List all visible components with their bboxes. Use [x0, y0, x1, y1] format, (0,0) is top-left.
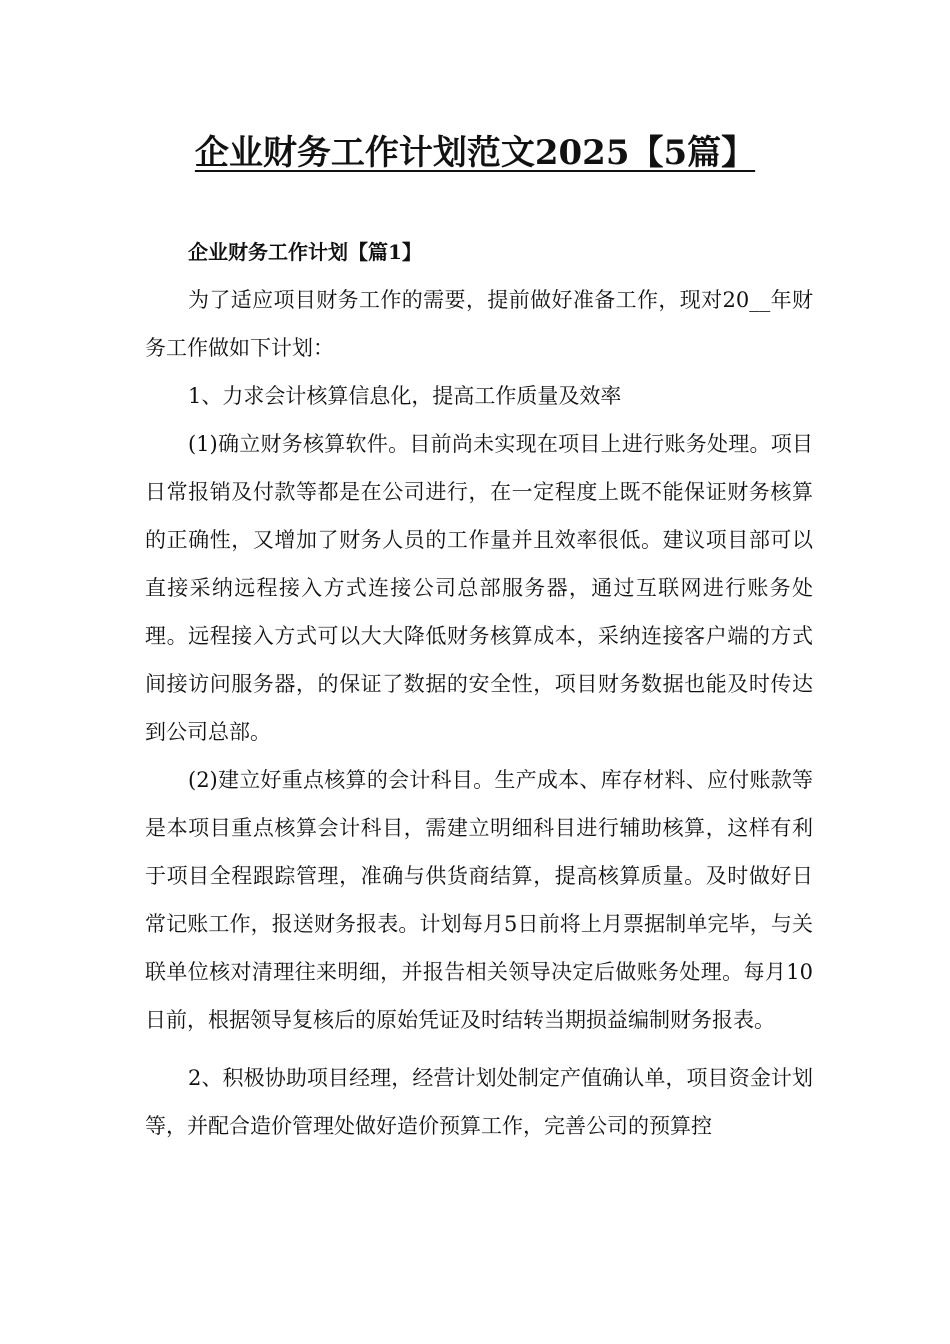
document-body: [145, 228, 813, 1150]
paragraph-subitem-2: (2)建立好重点核算的会计科目。生产成本、库存材料、应付账款等是本项目重点核算会计科目，需建立明细科目进行辅助核算，这样有利于项目全程跟踪管理，准确与供货商结算，提高核算质量。及时做好日常记账工作，报送财务报表。计划每月5日前将上月票据制单完毕，与关联单位核对清理往来明细，并报告相关领导决定后做账务处理。每月10日前，根据领导复核后的原始凭证及时结转当期损益编制财务报表。: [145, 768, 813, 1032]
document-title-text: 企业财务工作计划范文2025【5篇】: [194, 133, 756, 173]
paragraph-item-2: 2、积极协助项目经理，经营计划处制定产值确认单，项目资金计划等，并配合造价管理处做好造价预算工作，完善公司的预算控: [145, 1066, 813, 1138]
paragraph-intro: 为了适应项目财务工作的需要，提前做好准备工作，现对20__年财务工作做如下计划：: [145, 288, 813, 360]
section-heading: 企业财务工作计划【篇1】: [188, 240, 422, 264]
document-title: [0, 128, 950, 178]
paragraph-subitem-1: (1)确立财务核算软件。目前尚未实现在项目上进行账务处理。项目日常报销及付款等都是在公司进行，在一定程度上既不能保证财务核算的正确性，又增加了财务人员的工作量并且效率很低。建议项目部可以直接采纳远程接入方式连接公司总部服务器，通过互联网进行账务处理。远程接入方式可以大大降低财务核算成本，采纳连接客户端的方式间接访问服务器，的保证了数据的安全性，项目财务数据也能及时传达到公司总部。: [145, 432, 813, 744]
paragraph-item-1: 1、力求会计核算信息化，提高工作质量及效率: [188, 384, 622, 408]
